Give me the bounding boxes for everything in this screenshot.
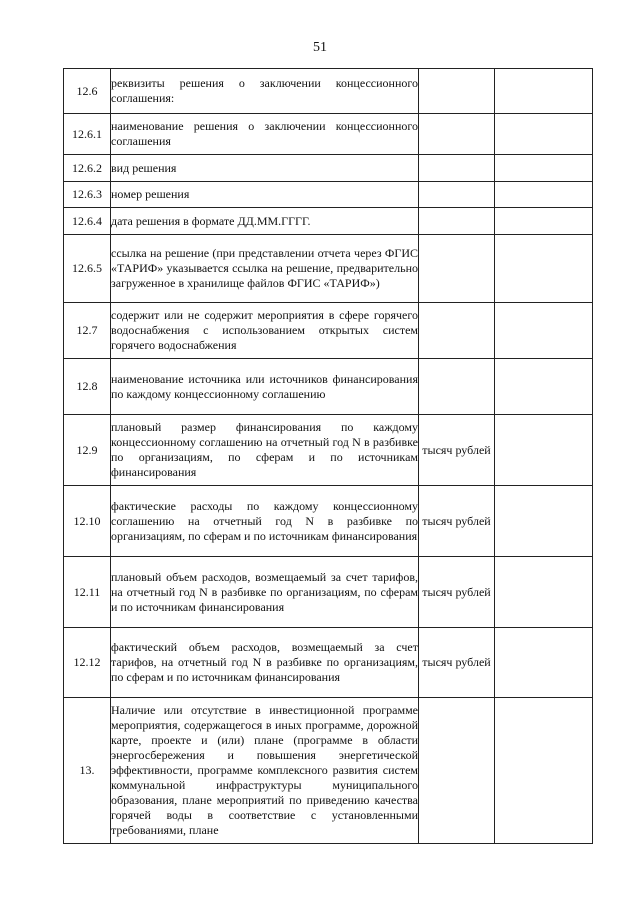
row-value-cell: [495, 557, 593, 628]
row-value-cell: [495, 628, 593, 698]
row-description: плановый размер финансирования по каждому концессионному соглашению на отчетный год N в разбивке по организациям, по сферам и по источникам финансирования: [111, 415, 419, 486]
row-description: реквизиты решения о заключении концессионного соглашения:: [111, 69, 419, 114]
row-description: наименование решения о заключении концессионного соглашения: [111, 114, 419, 155]
row-value-cell: [495, 415, 593, 486]
row-number: 12.11: [64, 557, 111, 628]
row-description: номер решения: [111, 182, 419, 208]
row-description: дата решения в формате ДД.ММ.ГГГГ.: [111, 208, 419, 235]
row-description: вид решения: [111, 155, 419, 182]
row-number: 12.6.1: [64, 114, 111, 155]
table-row: [64, 628, 593, 698]
row-number: 12.12: [64, 628, 111, 698]
row-number: 12.6.3: [64, 182, 111, 208]
row-description: Наличие или отсутствие в инвестиционной программе мероприятия, содержащегося в иных программе, дорожной карте, проекте и (или) плане (программе в области энергосбережения и повышения энергетической эффективности, программе комплексного развития систем коммунальной инфраструктуры муниципального образования, плане мероприятий по приведению качества горячей воды в соответствие с установленными требованиями, плане: [111, 698, 419, 844]
table-row: [64, 235, 593, 303]
table-row: [64, 486, 593, 557]
row-value-cell: [495, 155, 593, 182]
row-unit: [419, 182, 495, 208]
page-number: 51: [313, 40, 327, 55]
table-row: [64, 415, 593, 486]
row-number: 12.6.2: [64, 155, 111, 182]
row-unit: [419, 359, 495, 415]
document-table: [63, 68, 593, 844]
row-unit: [419, 155, 495, 182]
table-row: [64, 557, 593, 628]
row-value-cell: [495, 114, 593, 155]
row-description: плановый объем расходов, возмещаемый за счет тарифов, на отчетный год N в разбивке по организациям, по сферам и по источникам финансирования: [111, 557, 419, 628]
row-value-cell: [495, 698, 593, 844]
row-value-cell: [495, 235, 593, 303]
row-description: фактические расходы по каждому концессионному соглашению на отчетный год N в разбивке по организациям, по сферам и по источникам финансирования: [111, 486, 419, 557]
table-row: [64, 69, 593, 114]
table-row: [64, 182, 593, 208]
table-row: [64, 208, 593, 235]
row-unit: [419, 69, 495, 114]
row-description: фактический объем расходов, возмещаемый за счет тарифов, на отчетный год N в разбивке по организациям, по сферам и по источникам финансирования: [111, 628, 419, 698]
row-value-cell: [495, 486, 593, 557]
row-number: 13.: [64, 698, 111, 844]
row-unit: тысяч рублей: [419, 628, 495, 698]
table-row: [64, 303, 593, 359]
row-unit: [419, 114, 495, 155]
row-description: содержит или не содержит мероприятия в сфере горячего водоснабжения с использованием открытых систем горячего водоснабжения: [111, 303, 419, 359]
table-row: [64, 359, 593, 415]
row-unit: тысяч рублей: [419, 557, 495, 628]
row-number: 12.9: [64, 415, 111, 486]
row-value-cell: [495, 303, 593, 359]
table-row: [64, 155, 593, 182]
row-description: ссылка на решение (при представлении отчета через ФГИС «ТАРИФ» указывается ссылка на решение, предварительно загруженное в хранилище файлов ФГИС «ТАРИФ»): [111, 235, 419, 303]
row-number: 12.6: [64, 69, 111, 114]
row-unit: [419, 303, 495, 359]
row-unit: тысяч рублей: [419, 486, 495, 557]
row-value-cell: [495, 208, 593, 235]
row-description: наименование источника или источников финансирования по каждому концессионному соглашению: [111, 359, 419, 415]
row-unit: [419, 208, 495, 235]
table-row: [64, 698, 593, 844]
row-unit: [419, 698, 495, 844]
row-value-cell: [495, 182, 593, 208]
row-number: 12.6.4: [64, 208, 111, 235]
row-unit: тысяч рублей: [419, 415, 495, 486]
row-value-cell: [495, 359, 593, 415]
row-number: 12.8: [64, 359, 111, 415]
row-number: 12.10: [64, 486, 111, 557]
row-value-cell: [495, 69, 593, 114]
row-number: 12.6.5: [64, 235, 111, 303]
row-number: 12.7: [64, 303, 111, 359]
table-row: [64, 114, 593, 155]
row-unit: [419, 235, 495, 303]
